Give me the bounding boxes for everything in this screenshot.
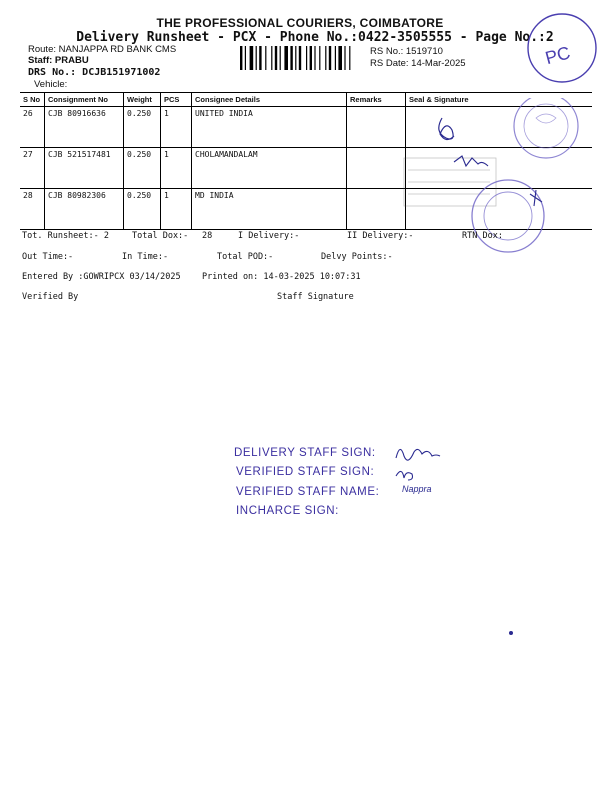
col-consignee: Consignee Details (192, 93, 347, 107)
cell-sno: 27 (20, 148, 45, 189)
barcode-bar (250, 46, 254, 70)
barcode-bar (280, 46, 281, 70)
barcode-bar (319, 46, 320, 70)
handwritten-name: Nappra (402, 484, 432, 494)
delvy-points: Delvy Points:- (321, 252, 393, 262)
cell-weight: 0.250 (124, 189, 161, 230)
barcode-bar (314, 46, 315, 70)
vehicle-text: Vehicle: (34, 79, 68, 90)
corner-circle-mark (522, 10, 598, 86)
barcode-bar (335, 46, 336, 70)
i-delivery: I Delivery:- (238, 231, 300, 241)
stamp-delivery-staff-sign: DELIVERY STAFF SIGN: (234, 447, 376, 459)
ii-delivery: II Delivery:- (347, 231, 414, 241)
col-remarks: Remarks (347, 93, 406, 107)
barcode-bar (259, 46, 261, 70)
col-seal-signature: Seal & Signature (406, 93, 593, 107)
cell-pcs: 1 (161, 189, 192, 230)
barcode-bar (299, 46, 301, 70)
cell-remarks (347, 189, 406, 230)
company-title: THE PROFESSIONAL COURIERS, COIMBATORE (156, 16, 444, 30)
barcode-bar (284, 46, 288, 70)
cell-sno: 26 (20, 107, 45, 148)
cell-weight: 0.250 (124, 148, 161, 189)
runsheet-subtitle: Delivery Runsheet - PCX - Phone No.:0422-3505555 - Page No.:2 (76, 30, 554, 45)
cell-consignee: UNITED INDIA (192, 107, 347, 148)
cell-consignment: CJB 521517481 (45, 148, 124, 189)
route-text: Route: NANJAPPA RD BANK CMS (28, 44, 177, 55)
total-pod: Total POD:- (217, 252, 274, 262)
cell-consignment: CJB 80982306 (45, 189, 124, 230)
rtn-dox: RTN Dox: (462, 231, 503, 241)
total-dox-label: Total Dox:- (132, 231, 189, 241)
barcode-bar (275, 46, 277, 70)
barcode-bar (306, 46, 307, 70)
rs-number: RS No.: 1519710 (370, 46, 443, 57)
cell-pcs: 1 (161, 148, 192, 189)
entered-by: Entered By :GOWRIPCX 03/14/2025 (22, 272, 181, 282)
cell-consignee: MD INDIA (192, 189, 347, 230)
stamp-handwriting (392, 436, 472, 506)
barcode-bar (349, 46, 350, 70)
stamp-verified-staff-sign: VERIFIED STAFF SIGN: (236, 466, 375, 478)
tot-runsheet: Tot. Runsheet:- 2 (22, 231, 109, 241)
cell-sno: 28 (20, 189, 45, 230)
printed-on: Printed on: 14-03-2025 10:07:31 (202, 272, 361, 282)
col-sno: S No (20, 93, 45, 107)
barcode-bar (295, 46, 296, 70)
barcode-bar (271, 46, 272, 70)
stamp-verified-staff-name: VERIFIED STAFF NAME: (236, 486, 380, 498)
col-consignment: Consignment No (45, 93, 124, 107)
cell-weight: 0.250 (124, 107, 161, 148)
total-dox-value: 28 (202, 231, 213, 241)
cell-consignment: CJB 80916636 (45, 107, 124, 148)
barcode-bar (265, 46, 266, 70)
barcode-bar (344, 46, 345, 70)
barcode-bar (325, 46, 326, 70)
drs-number: DRS No.: DCJB151971002 (28, 67, 161, 78)
barcode-bar (256, 46, 257, 70)
barcode-bar (245, 46, 246, 70)
cell-consignee: CHOLAMANDALAM (192, 148, 347, 189)
barcode-bar (240, 46, 242, 70)
cell-remarks (347, 107, 406, 148)
col-pcs: PCS (161, 93, 192, 107)
stamp-incharge-sign: INCHARCE SIGN: (236, 505, 339, 517)
staff-signature-label: Staff Signature (277, 292, 354, 302)
in-time: In Time:- (122, 252, 169, 262)
barcode-bar (290, 46, 292, 70)
rs-date: RS Date: 14-Mar-2025 (370, 58, 466, 69)
cell-pcs: 1 (161, 107, 192, 148)
barcode-bar (338, 46, 342, 70)
out-time: Out Time:- (22, 252, 74, 262)
cell-remarks (347, 148, 406, 189)
staff-text: Staff: PRABU (28, 55, 89, 66)
col-weight: Weight (124, 93, 161, 107)
verified-by: Verified By (22, 292, 79, 302)
barcode-bar (329, 46, 331, 70)
ink-dot (509, 631, 513, 635)
barcode-bar (310, 46, 312, 70)
barcode (240, 46, 364, 70)
corner-mark-text: PC (543, 42, 573, 69)
